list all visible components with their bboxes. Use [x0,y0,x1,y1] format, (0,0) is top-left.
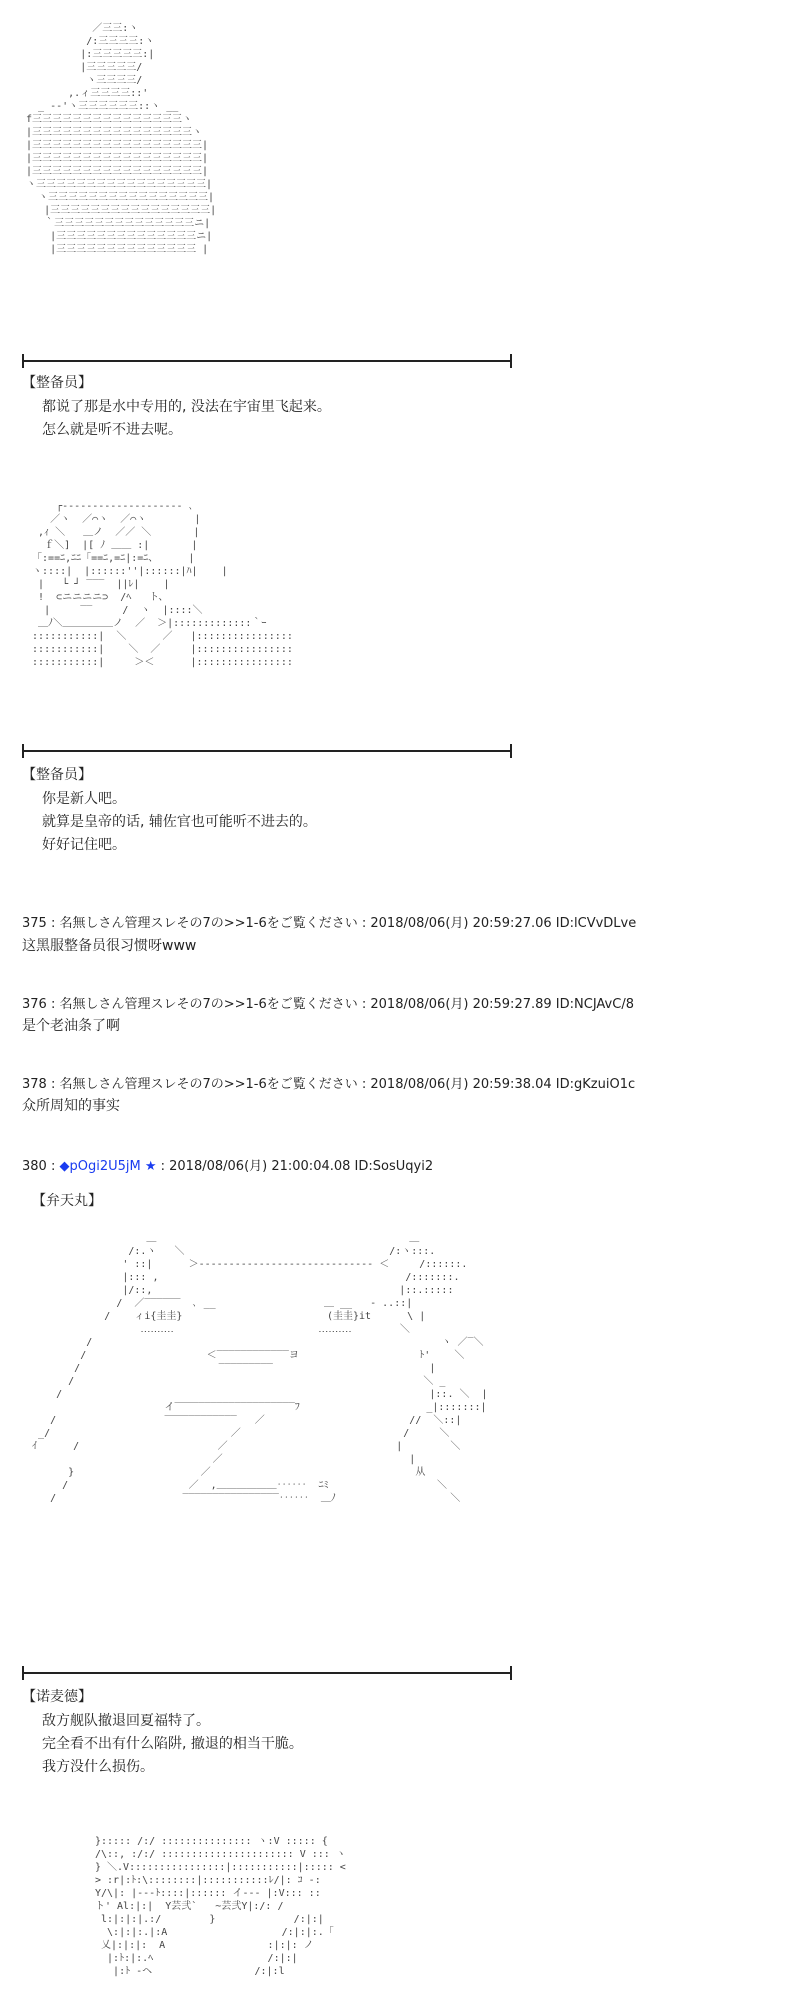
post-header: 375 : 名無しさん管理スレその7の>>1-6をご覧ください : 2018/08/06(月) 20:59:27.06 ID:lCVvDLve [22,916,637,931]
dialogue-line: 敌方舰队撤退回夏福特了。 [42,1713,210,1729]
post-number: 380 : [22,1159,60,1174]
dialogue-line: 都说了那是水中专用的, 没法在宇宙里飞起来。 [42,399,331,415]
speaker-label: 【整备员】 [22,767,92,783]
poster-trip-link[interactable]: ◆pOgi2U5jM [59,1159,141,1174]
ascii-art-face: ┌‐‐‐‐‐‐‐‐‐‐‐‐‐‐‐‐‐‐‐‐ ､ ／ヽ ／⌒ヽ ／⌒ヽ | ,ｨ ＼ ＿ノ ／／ ＼ | ｆ＼] |[ ﾉ ＿＿ :| | 「:==ﾆ,ﾆﾆ「==ﾆ,=ﾆ|:=ﾆ、 | ヽ::::| |::::::''|::::::|ﾊ| | | └ ┘ ‾‾‾ ||ﾚ| | ! ⊂ニニニニ⊃ /ﾍ ト、 | ‾‾ / ヽ |::::＼ ＿ﾉ＼＿＿＿＿＿ノ ／ ＞|:::::::::::::｀ｰ :::::::::::| ＼ ／ |:::::::::::::::: :::::::::::| ＼ ／ |:::::::::::::::: :::::::::::| ＞＜ |:::::::::::::::: [32,501,293,668]
dialogue-line: 就算是皇帝的话, 辅佐官也可能听不进去的。 [42,814,317,830]
speaker-label: 【整备员】 [22,375,92,391]
speaker-label: 【诺麦德】 [22,1689,92,1705]
post-body: 是个老油条了啊 [22,1018,120,1034]
post-header-380 [22,1155,433,1174]
ascii-art-benten: ＿ ＿ /:.ヽ ＼ /:ヽ:::. ' ::| ＞‐‐‐‐‐‐‐‐‐‐‐‐‐‐‐‐‐‐‐‐‐‐‐‐‐‐‐‐‐ ＜ /::::::. |::: , /:::::::. |/::, |::.::::: / ／‾‾‾‾‾‾ ､ __ ＿ __ - ..::| / ィi{圭圭} (圭圭}it \ | ‥‥‥‥‥ ‥‥‥‥‥ ＼ / ヽ ／‾＼ / ＜‾‾‾‾‾‾‾‾‾‾‾‾ヨ ﾄ' ＼ / ‾‾‾‾‾‾‾‾‾ | / ＼ _ / |::. ＼ | イ‾‾‾‾‾‾‾‾‾‾‾‾‾‾‾‾‾‾‾‾ﾌ _|:::::::| / ‾‾‾‾‾‾‾‾‾‾‾‾ ／ // ＼::| _/ ／ / ＼ ｲ / ／ | ＼ ／ | } ／ 从 / ／ ,＿＿＿＿＿＿‥‥‥ ﾆﾐ ＼ / ‾‾‾‾‾‾‾‾‾‾‾‾‾‾‾‾‥‥‥ ＿ﾉ ＼ [32,1233,488,1504]
star-icon: ★ [144,1159,157,1174]
post-label: 【弁天丸】 [32,1193,102,1209]
dialogue-line: 完全看不出有什么陷阱, 撤退的相当干脆。 [42,1736,303,1752]
post-meta: : 2018/08/06(月) 21:00:04.08 ID:SosUqyi2 [156,1159,434,1174]
post-header: 376 : 名無しさん管理スレその7の>>1-6をご覧ください : 2018/08/06(月) 20:59:27.89 ID:NCJAvC/8 [22,997,634,1012]
scene-divider [22,750,512,752]
ascii-art-figure-1: ／三三:ヽ /:三三三三:ヽ |:三三三三三:| |三三三三三/ ヽ三三三三/ ,.ィ三三三三::' _ ‐‐'ヽ三三三三三三::ヽ __ f三三三三三三三三三三三三三三三ヽ |三三三三三三三三三三三三三三三三ヽ |三三三三三三三三三三三三三三三三三| |三三三三三三三三三三三三三三三三三| |三三三三三三三三三三三三三三三三三| ヽ三三三三三三三三三三三三三三三三三| ヽ三三三三三三三三三三三三三三三三| |三三三三三三三三三三三三三三三三| ｀三三三三三三三三三三三三三三ニ| |三三三三三三三三三三三三三三ニ| |三三三三三三三三三三三三三三 | [26,23,217,255]
dialogue-line: 好好记住吧。 [42,837,126,853]
dialogue-line: 我方没什么损伤。 [42,1759,154,1775]
post-body: 这黑服整备员很习惯呀www [22,938,197,954]
scene-divider [22,360,512,362]
dialogue-line: 你是新人吧。 [42,791,126,807]
dialogue-line: 怎么就是听不进去呢。 [42,422,182,438]
ascii-art-figure-4: }::::: /:/ ::::::::::::::: ヽ:V ::::: { /\::, :/:/ :::::::::::::::::::::: V ::: ヽ } ＼.V::::::::::::::::|:::::::::::|::::: < > :r|:ﾄ:\::::::::|:::::::::::ﾚ/|: ｺ -: Y/\|: |‐‐‐ﾄ::::|:::::: イ‐‐‐ |:V::: :: ト' Al:|:| Y芸弐` ~芸弐Y|:/: / l:|:|:|.:/ } /:|:| \:|:|:.|:A /:|:|:.「 乂|:|:|: A :|:|: ノ |:ﾄ:|:.ﾍ /:|:| |:ﾄ ‐ヘ /:|:l [95,1836,346,1977]
scene-divider [22,1672,512,1674]
post-header: 378 : 名無しさん管理スレその7の>>1-6をご覧ください : 2018/08/06(月) 20:59:38.04 ID:gKzuiO1c [22,1077,636,1092]
post-body: 众所周知的事实 [22,1098,120,1114]
